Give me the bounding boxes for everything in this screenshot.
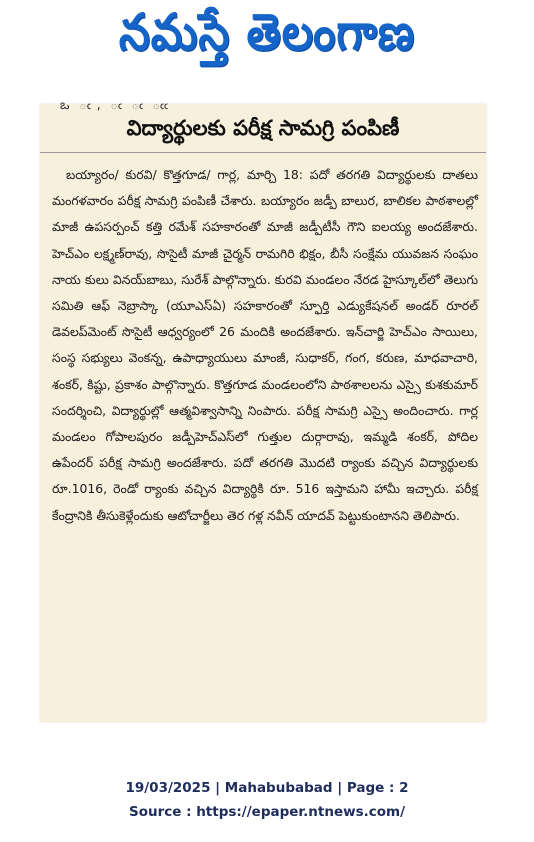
newspaper-masthead <box>60 4 474 74</box>
article-headline: విద్యార్థులకు పరీక్ష సామగ్రి పంపిణీ <box>40 116 486 153</box>
clipped-text-fragment: ఒ ఁ, ఁ ఁ ఁఁ <box>60 98 174 113</box>
news-clipping <box>40 98 486 722</box>
source-link[interactable]: Source : https://epaper.ntnews.com/ <box>128 804 406 820</box>
masthead-title: నమస్తే తెలంగాణ <box>118 3 416 62</box>
article-paragraph: బయ్యారం/ కురవి/ కొత్తగూడ/ గార్ల, మార్చి 18: పదో తరగతి విద్యార్థులకు దాతలు మంగళవారం పరీక్ష సామగ్రి పంపిణీ చేశారు. బయ్యారం జడ్పీ బాలుర, బాలికల పాఠశాలల్లో మాజీ ఉపసర్పంచ్ కత్తి రమేశ్ సహకారంతో మాజీ జడ్పీటీసీ గౌని ఐలయ్య అందజేశారు. హెచ్‌ఎం లక్ష్మణ్‌రావు, సొసైటీ మాజీ చైర్మన్ రామగిరి భిక్షం, బీసీ సంక్షేమ యువజన సంఘం నాయ కులు వినయ్‌బాబు, సురేశ్ పాల్గొన్నారు. కురవి మండలం నేరడ హైస్కూల్‌లో తెలుగు సమితి ఆఫ్ నెబ్రాస్కా (యూఎస్‌ఏ) సహకారంతో స్ఫూర్తి ఎడ్యుకేషనల్ అండర్ రూరల్ డెవలప్‌మెంట్ సొసైటీ ఆధ్వర్యంలో 26 మందికి అందజేశారు. ఇన్‌చార్జి హెచ్‌ఎం సాయిలు, సంస్థ సభ్యులు వెంకన్న, ఉపాధ్యాయులు మాంజీ, సుధాకర్, గంగ, కరుణ, మాధవాచారి, శంకర్, కిష్టు, ప్రకాశం పాల్గొన్నారు. కొత్తగూడ మండలంలోని పాఠశాలలను ఎస్సై కుశకుమార్ సందర్శించి, విద్యార్థుల్లో ఆత్మవిశ్వాసాన్ని నింపారు. పరీక్ష సామగ్రి ఎస్సై అందించారు. గార్ల మండలం గోపాలపురం జడ్పీహెచ్‌ఎస్‌లో గుత్తుల దుర్గారావు, ఇమ్మడి శంకర్, పోదిల ఉపేందర్ పరీక్ష సామగ్రి అందజేశారు. పదో తరగతి మొదటి ర్యాంకు వచ్చిన విద్యార్థులకు రూ.1016, రెండో ర్యాంకు వచ్చిన విద్యార్థికి రూ. 516 ఇస్తామని హామీ ఇచ్చారు. పరీక్ష కేంద్రానికి తీసుకెళ్లేందుకు ఆటోచార్జీలు తెర గళ్ల నవీన్ యాదవ్ పెట్టుకుంటానని తెలిపారు. <box>52 167 478 523</box>
article-body <box>52 162 478 529</box>
edition-info: 19/03/2025 | Mahabubabad | Page : 2 <box>125 780 409 796</box>
